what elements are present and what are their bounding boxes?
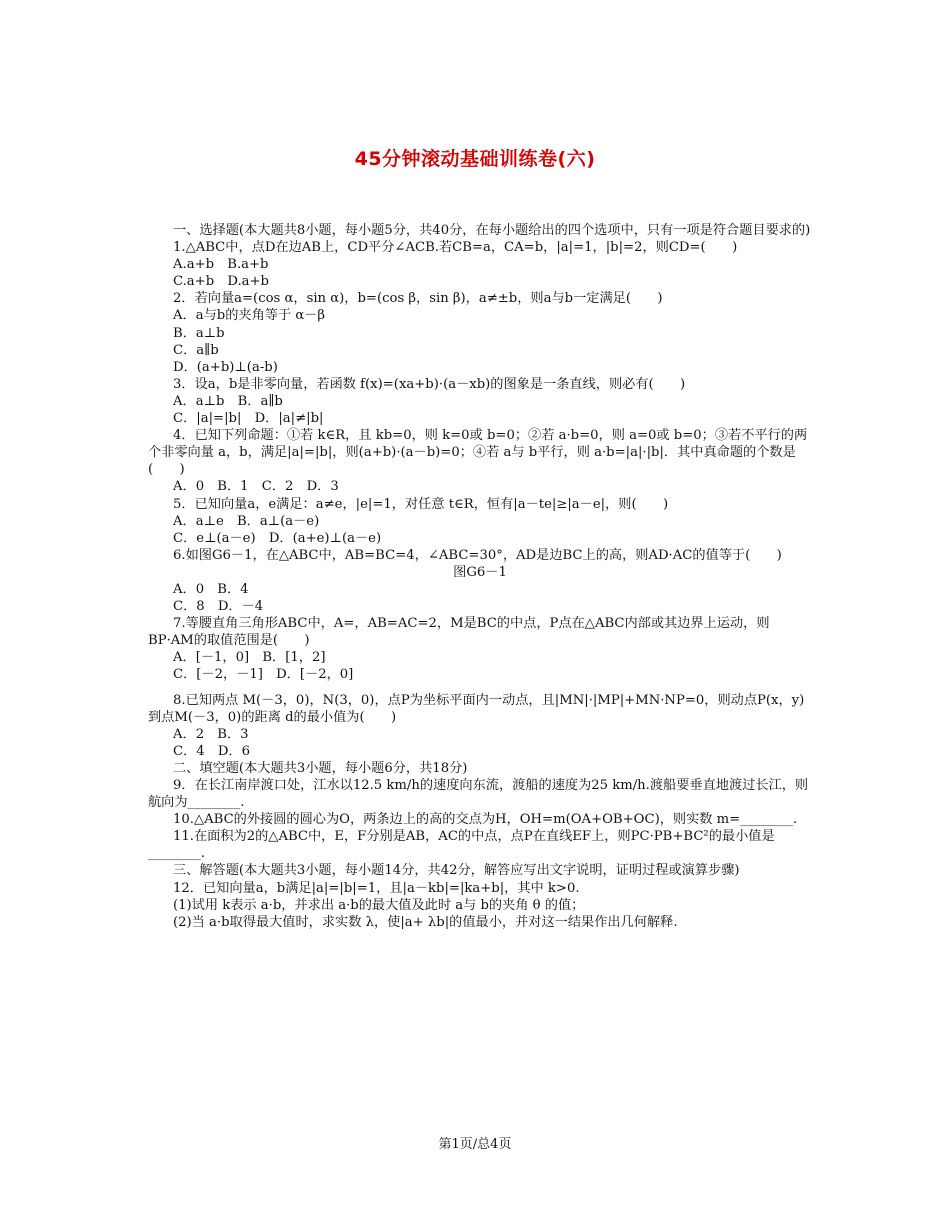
page-footer: 第1页/总4页 <box>438 1137 512 1152</box>
options: C．e⊥(a－e) D．(a+e)⊥(a－e) <box>173 530 382 546</box>
options: C．[－2，－1] D．[－2，0] <box>173 667 354 683</box>
question-8: 8.已知两点 M(－3，0)，N(3，0)，点P为坐标平面内一动点，且|MN|·|MP|+MN·NP=0，则动点P(x，y)到点M(－3，0)的距离 d的最小值为( ) <box>148 692 805 725</box>
question-12-part-2: (2)当 a·b取得最大值时，求实数 λ，使|a+ λb|的值最小，并对这一结果作出几何解释. <box>173 914 678 930</box>
question-4: 4．已知下列命题：①若 k∈R，且 kb=0，则 k=0或 b=0；②若 a·b=0，则 a=0或 b=0；③若不平行的两个非零向量 a，b，满足|a|=|b|，则(a+b)·(a－b)=0；④若 a与 b平行，则 a·b=|a|·|b|．其中真命题的个数是( ) <box>148 428 808 478</box>
question-5: 5．已知向量a，e满足：a≠e，|e|=1，对任意 t∈R，恒有|a－te|≥|a－e|，则( ) <box>173 496 669 512</box>
section-heading: 一、选择题(本大题共8小题，每小题5分，共40分，在每小题给出的四个选项中，只有一项是符合题目要求的) <box>173 223 811 238</box>
options: A.a+b B.a+b <box>173 257 269 273</box>
options: C.a+b D.a+b <box>173 274 270 290</box>
question-10: 10.△ABC的外接圆的圆心为O，两条边上的高的交点为H，OH=m(OA+OB+OC)，则实数 m=________. <box>173 812 798 828</box>
options: A．a⊥b B．a∥b <box>173 393 283 409</box>
option: C．a∥b <box>173 342 219 358</box>
question-12-part-1: (1)试用 k表示 a·b，并求出 a·b的最大值及此时 a与 b的夹角 θ 的值； <box>173 897 585 913</box>
section-heading: 二、填空题(本大题共3小题，每小题6分，共18分) <box>173 760 468 776</box>
section-heading: 三、解答题(本大题共3小题，每小题14分，共42分，解答应写出文字说明，证明过程或演算步骤) <box>173 863 740 879</box>
options: A．[－1，0] B．[1，2] <box>173 650 326 666</box>
question-3: 3．设a，b是非零向量，若函数 f(x)=(xa+b)·(a－xb)的图象是一条直线，则必有( ) <box>173 376 686 392</box>
option: A．a与b的夹角等于 α－β <box>173 308 326 324</box>
options: C．8 D．－4 <box>173 599 264 615</box>
options: C．4 D．6 <box>173 743 251 759</box>
option: D．(a+b)⊥(a-b) <box>173 359 278 375</box>
options: A．0 B．4 <box>173 581 249 597</box>
options: A．2 B．3 <box>173 726 249 742</box>
option: B．a⊥b <box>173 325 225 341</box>
figure-caption: 图G6－1 <box>453 564 507 580</box>
document-body <box>148 222 812 931</box>
page-title: 45分钟滚动基础训练卷(六) <box>354 148 596 170</box>
options: A．a⊥e B．a⊥(a－e) <box>173 513 320 529</box>
options: A．0 B．1 C．2 D．3 <box>173 479 339 495</box>
options: C．|a|=|b| D．|a|≠|b| <box>173 411 324 427</box>
question-2: 2．若向量a=(cos α，sin α)，b=(cos β，sin β)，a≠±b，则a与b一定满足( ) <box>173 291 663 307</box>
question-11: 11.在面积为2的△ABC中，E，F分别是AB，AC的中点，点P在直线EF上，则PC·PB+BC²的最小值是________. <box>148 829 775 862</box>
question-6: 6.如图G6－1，在△ABC中，AB=BC=4，∠ABC=30°，AD是边BC上的高，则AD·AC的值等于( ) <box>173 547 782 563</box>
question-9: 9．在长江南岸渡口处，江水以12.5 km/h的速度向东流，渡船的速度为25 km/h.渡船要垂直地渡过长江，则航向为________. <box>148 778 809 811</box>
question-1: 1.△ABC中，点D在边AB上，CD平分∠ACB.若CB=a，CA=b，|a|=1，|b|=2，则CD=( ) <box>173 240 738 256</box>
question-12: 12．已知向量a，b满足|a|=|b|=1，且|a－kb|=|ka+b|，其中 k>0. <box>173 880 580 896</box>
spacer <box>148 684 812 692</box>
question-7: 7.等腰直角三角形ABC中，A=，AB=AC=2，M是BC的中点，P点在△ABC内部或其边界上运动，则BP·AM的取值范围是( ) <box>148 616 770 649</box>
